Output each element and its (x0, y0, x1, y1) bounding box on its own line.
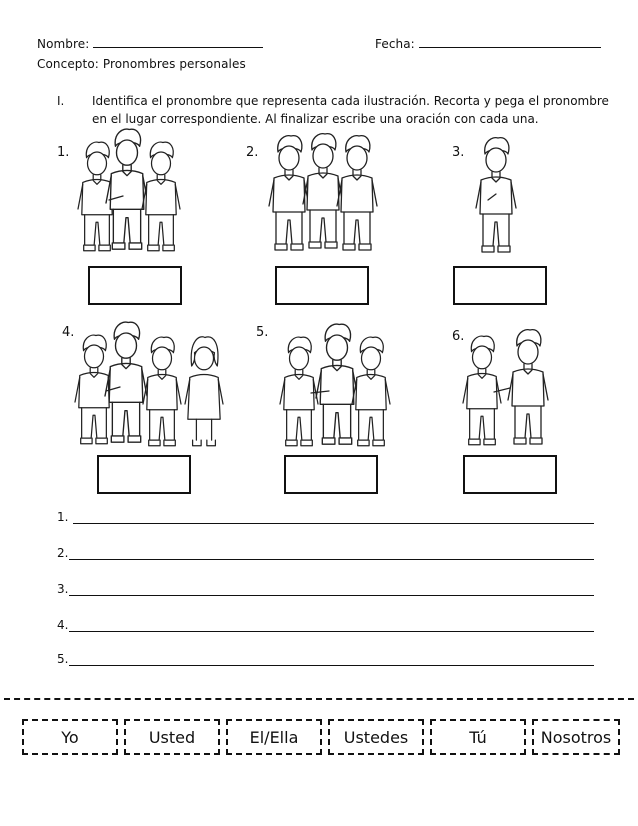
cutout-el-ella[interactable] (226, 719, 322, 755)
answer-box-1[interactable] (88, 266, 182, 305)
three-people-group-icon (263, 140, 383, 255)
sentence-line-4[interactable] (57, 618, 594, 632)
sentence-line-1[interactable] (57, 510, 594, 524)
illustration-number-6: 6. (452, 329, 465, 344)
sentence-number: 2. (57, 546, 69, 560)
cutout-usted[interactable] (124, 719, 220, 755)
sentence-number: 5. (57, 652, 69, 666)
cut-line (4, 698, 634, 700)
sentence-number: 4. (57, 618, 69, 632)
sentence-number: 3. (57, 582, 69, 596)
name-line (93, 37, 263, 48)
answer-box-3[interactable] (453, 266, 547, 305)
instruction-line-2: en el lugar correspondiente. Al finalizar escribe una oración con cada una. (92, 112, 539, 126)
three-people-pointing-icon (275, 325, 395, 450)
cutout-tu[interactable] (430, 719, 526, 755)
name-label: Nombre: (37, 37, 90, 51)
illustration-number-5: 5. (256, 325, 269, 340)
date-field[interactable] (375, 37, 601, 51)
concept-label: Concepto: Pronombres personales (37, 57, 246, 71)
sentence-line-2[interactable] (57, 546, 594, 560)
answer-box-5[interactable] (284, 455, 378, 494)
sentence-line-3[interactable] (57, 582, 594, 596)
sentence-line-5[interactable] (57, 652, 594, 666)
cutout-label: El/Ella (249, 727, 299, 747)
sentence-rule (69, 653, 594, 666)
illustration-number-4: 4. (62, 325, 75, 340)
illustration-number-3: 3. (452, 145, 465, 160)
two-people-pointing-icon (458, 330, 558, 445)
cutout-label: Ustedes (343, 727, 409, 747)
illustration-number-2: 2. (246, 145, 259, 160)
sentence-rule (73, 511, 594, 524)
answer-box-6[interactable] (463, 455, 557, 494)
cutout-nosotros[interactable] (532, 719, 620, 755)
four-people-pointing-icon (70, 325, 240, 450)
illustration-number-1: 1. (57, 145, 70, 160)
date-label: Fecha: (375, 37, 415, 51)
instruction-numeral: I. (57, 94, 65, 108)
cutout-ustedes[interactable] (328, 719, 424, 755)
cutout-label: Usted (148, 727, 196, 747)
cutout-label: Tú (469, 727, 487, 747)
answer-box-4[interactable] (97, 455, 191, 494)
sentence-rule (69, 547, 594, 560)
sentence-rule (69, 583, 594, 596)
instruction-line-1: Identifica el pronombre que representa cada ilustración. Recorta y pega el pronombre (92, 94, 609, 108)
cutout-label: Yo (61, 727, 79, 747)
single-person-pointing-self-icon (468, 140, 524, 255)
three-people-pointing-icon (75, 140, 185, 255)
date-line (419, 37, 601, 48)
cutout-label: Nosotros (540, 727, 612, 747)
cutout-yo[interactable] (22, 719, 118, 755)
name-field[interactable] (37, 37, 263, 51)
answer-box-2[interactable] (275, 266, 369, 305)
sentence-rule (69, 619, 594, 632)
sentence-number: 1. (57, 510, 73, 524)
